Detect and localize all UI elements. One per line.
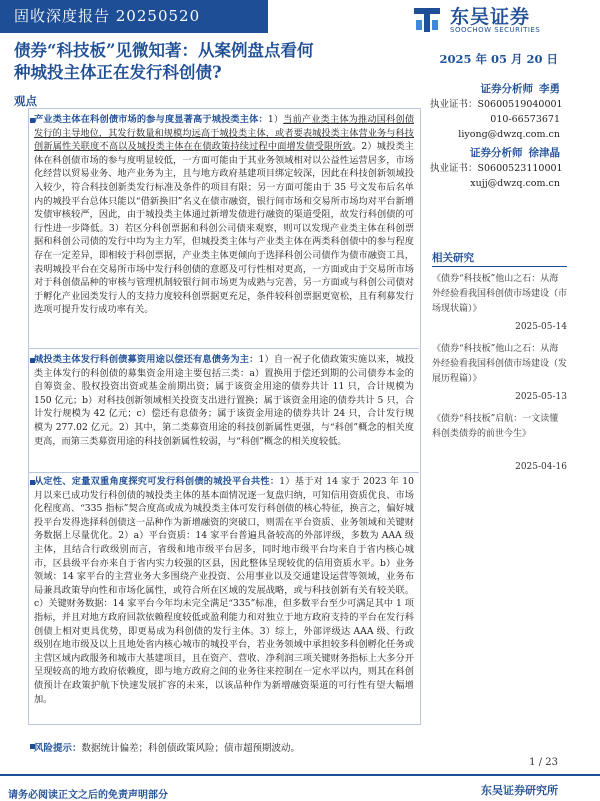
risk-text: 数据统计偏差；科创债政策风险；债市超预期波动。 (81, 743, 301, 754)
disclaimer-note: 请务必阅读正文之后的免责声明部分 (8, 790, 168, 801)
analyst-name: 李勇 (539, 83, 560, 95)
paragraph-text: 1）基于对 14 家于 2023 年 10 月以来已成功发行科创债的城投类主体的基本面情况逐一复盘归纳，可知信用资质优良、市场化程度高、“335 指标”契合度高或成为城投类主体可发行科创债的核心特征，换言之，偏好城投平台发得选择科创债这一品种作为新增融资的突破口，则需在平台资质、业务领域和关键财务数据上尽量优化。2）a）平台资质：14 家平台普遍具备较高的外部评级，多数为 AAA 级主体，且结合行政级别而言，省级和地市级平台居多，同时地市级平台均来自于省内核心城市，区县级平台亦来自于省内实力较强的区县，因此整体呈现较优的信用资质水平。b）业务领域：14 家平台的主营业务大多围绕产业投资、公用事业以及交通建设运营等领域，业务布局兼具政策导向性和市场化属性，或符合所在区域的发展战略，或与科技创新有关有较关联。c）关键财务数据：14 家平台今年均未完全满足“335”标准，但多数平台至少可满足其中 1 项指标，并且对地方政府回款依赖程度较低或盈利能力和对独立于地方政府支持的平台在发行科创债上相对更具优势，即更易成为科创债的发行主体。3）综上，外部评级达 AAA 级、行政级别在地市级及以上且地处省内核心城市的城投平台，若业务领域中承担较多科创孵化任务或主营区域内政服务和城市大基建项目，且在资产、营收、净利润三项关键财务指标上大多分开呈现较高的地方政府依赖度，即与地方政府之间的业务往来控制在一定水平以内，则其在科创债预计在政策护航下快速发展扩容的未来，以该品种作为新增融资渠道的可行性有望大幅增加。 (34, 476, 414, 705)
paragraph-divider (28, 472, 419, 473)
analyst-role: 证券分析师 (480, 83, 533, 95)
logo-text-en: SOOCHOW SECURITIES (450, 26, 541, 34)
related-research-title: 相关研究 (432, 252, 474, 264)
report-type-band (0, 0, 268, 33)
analyst-email[interactable]: liyong@dwzq.com.cn (458, 129, 560, 140)
analyst-phone: 010-66573671 (490, 114, 560, 125)
analyst-name: 徐津晶 (528, 147, 560, 159)
report-title-line2: 种城投主体正在发行科创债? (14, 63, 222, 82)
paragraph-text: 1） (267, 114, 284, 125)
related-research-item[interactable] (432, 272, 568, 332)
paragraph-lead: 从定性、定量双重角度探究可发行科创债的城投平台共性： (34, 476, 280, 487)
analyst-email[interactable]: xujj@dwzq.com.cn (470, 178, 560, 189)
analyst-cert: 执业证书：S0600523110001 (430, 163, 563, 174)
report-title-line1: 债券“科技板”见微知著：从案例盘点看何 (14, 41, 314, 60)
risk-lead: 风险提示： (34, 743, 82, 754)
related-research-item-title: 《债券“科技板”他山之石：从海外经验看我国科创债市场建设（市场现状篇）》 (432, 274, 568, 314)
related-research-item-date: 2025-05-13 (515, 392, 567, 402)
page-number: 1 / 23 (529, 757, 558, 768)
report-title (14, 40, 454, 84)
related-research-item[interactable] (432, 342, 568, 402)
section-title: 观点 (14, 94, 37, 108)
related-research-item-date: 2025-04-16 (515, 462, 567, 472)
logo-text-cn: 东吴证券 (450, 6, 531, 28)
analyst-cert: 执业证书：S0600519040001 (430, 99, 563, 110)
paragraph-text: 1）自一祝子化债政策实施以来，城投类主体发行的科创债的募集资金用途主要包括三类：a）置换用于偿还到期的公司债券本金的自筹资金、股权投资出资或基金前期出资；属于该资金用途的债券共计 11 只，合计规模为 150 亿元；b）对科技创新领域相关投资支出进行置换；属于该资金用途的债券共计 5 只，合计发行规模为 42 亿元；c）偿还有息债务；属于该资金用途的债券共计 24 只，合计发行规模为 277.02 亿元。2）其中，第二类募资用途的科技创新属性更强，与“科创”概念的相关度更高，而第三类募资用途的科技创新属性较弱，与“科创”概念的相关度较低。 (34, 354, 414, 447)
report-date: 2025 年 05 月 20 日 (439, 52, 558, 66)
underlined-text: 当前产业类主体为推动国科创债发行的主导地位，其发行数量和规模均远高于城投类主体，或者要表城投类主体营业务与科技创新属性关联度不高以及城投类主体在在债政策持续过程中面增发债受限所致 (34, 114, 414, 153)
related-research-item-date: 2025-05-14 (515, 322, 567, 332)
institute-name: 东吴证券研究所 (481, 784, 558, 797)
paragraph-lead: 产业类主体在科创债市场的参与度显著高于城投类主体： (34, 114, 268, 125)
viewpoint-paragraph-1 (34, 113, 414, 343)
company-logo-icon (410, 2, 444, 36)
risk-warning (34, 740, 300, 754)
viewpoint-paragraph-2 (34, 353, 414, 471)
company-logo (410, 2, 560, 36)
related-research-item[interactable] (432, 412, 567, 472)
footer-divider (0, 774, 600, 776)
paragraph-divider (28, 348, 419, 349)
report-type: 固收深度报告 20250520 (14, 7, 201, 25)
paragraph-lead: 城投类主体发行科创债募资用途以偿还有息债务为主： (34, 354, 259, 365)
analyst-card-1 (430, 82, 563, 142)
analyst-role: 证券分析师 (470, 147, 523, 159)
analyst-card-2 (430, 146, 563, 191)
related-research-divider (432, 266, 567, 267)
related-research-item-title: 《债券“科技板”启航：一文读懂科创类债券的前世今生》 (432, 414, 559, 439)
related-research-item-title: 《债券“科技板”他山之石：从海外经验看我国科创债市场建设（发展历程篇）》 (432, 344, 568, 384)
paragraph-text: 。2）城投类主体在科创债市场的参与度明显较低，一方面可能由于其业务领域相对以公益性运营居多，市场化经营以贸易业务、地产业务为主，且与地方政府基建项目绑定较深，因此在科技创新领域投入较少，符合科技创新类发行标准及条件的项目有限；另一方面可能由于 35 号文发布后名单内的城投平台总体只能以“借新换旧”名义在债市融资，银行间市场和交易所市场均对平台新增发债审核较严，因此，由于城投类主体通过新增发债进行融资的渠道受阻，故发行科创债的可行性进一步降低。3）若区分科创票据和科创公司债来观察，则可以发现产业类主体在科创票据和科创公司债的发行中均为主力军，但城投类主体与产业类主体在两类科创债中的参与程度存在一定差异，即相较于科创票据，产业类主体更倾向于选择科创公司债作为债市融资工具，表明城投平台在交易所市场中发行科创债的意愿及可行性相对更高，一方面或由于交易所市场对于科创债品种的审核与管理机制较银行间市场更为成熟与完善，另一方面或与科创公司债对于孵化产业园类发行人的支持力度较科创票据更充足，条件较科创票据更宽松，且有利募发行选项可提升发行成功率有关。 (34, 141, 414, 316)
viewpoint-paragraph-3 (34, 475, 414, 719)
